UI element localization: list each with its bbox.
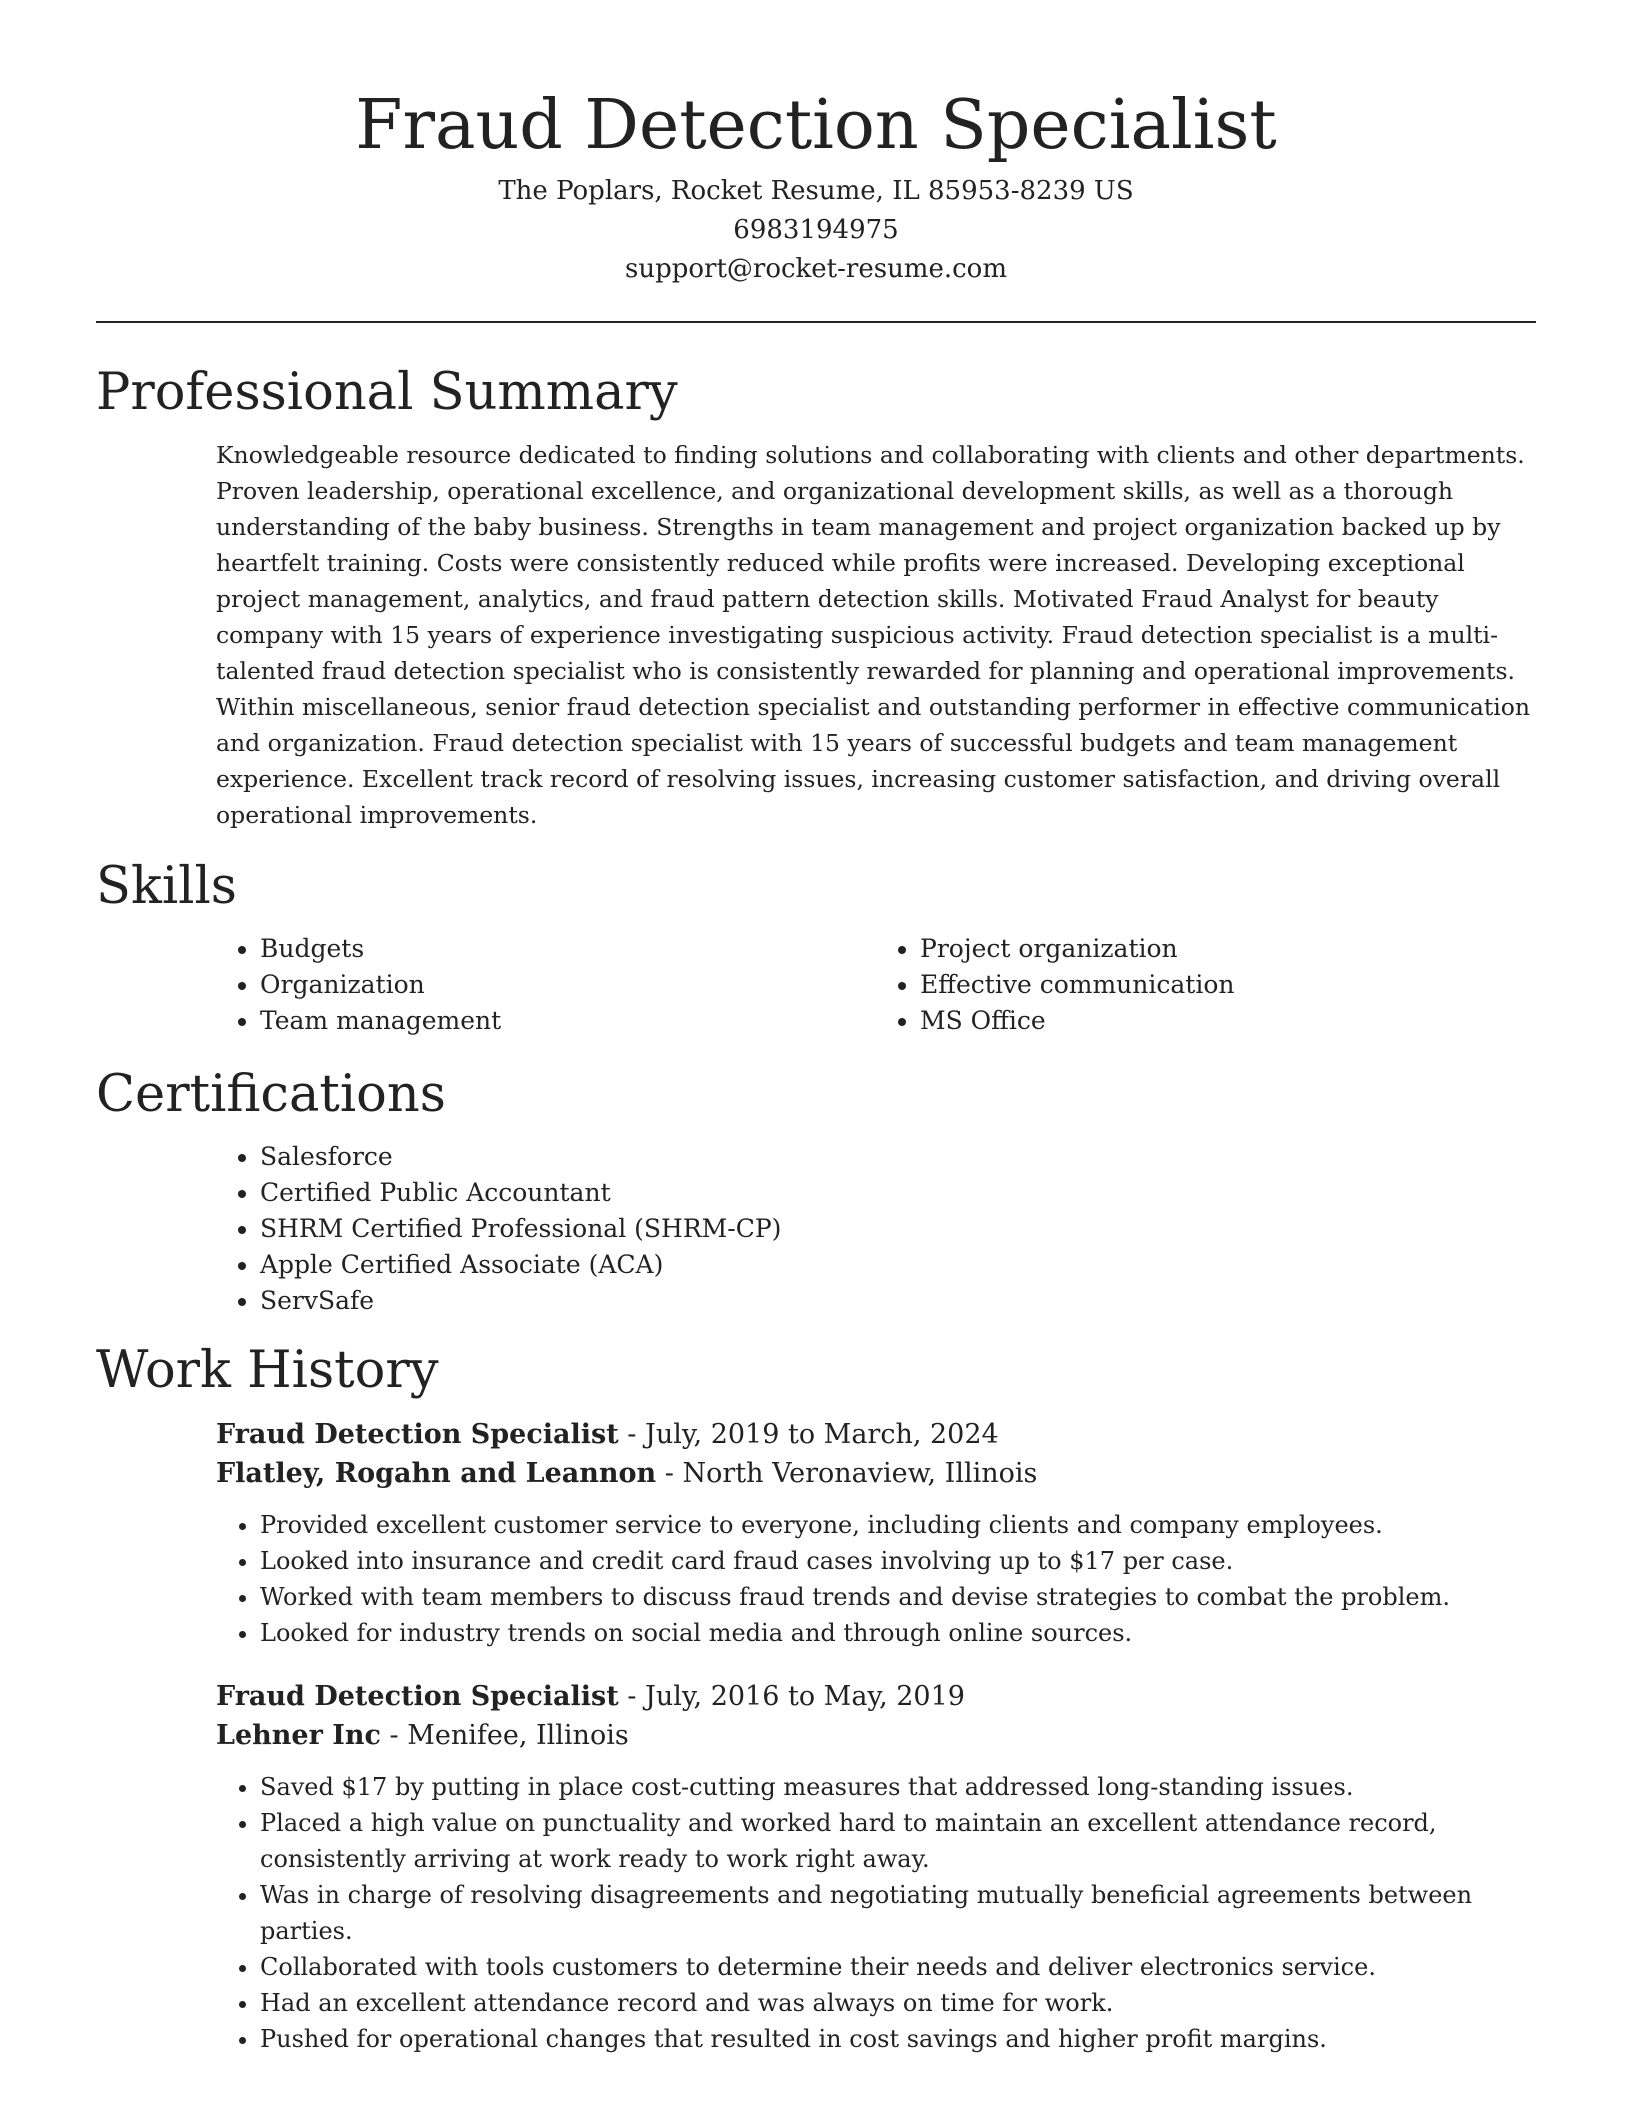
contact-address: The Poplars, Rocket Resume, IL 85953-8239 US (498, 176, 1134, 206)
job-bullet: • Looked for industry trends on social media and through online sources. (260, 1615, 1536, 1651)
certification-item: • SHRM Certified Professional (SHRM-CP) (260, 1211, 1536, 1247)
resume-header (96, 80, 1536, 289)
header-divider (96, 321, 1536, 323)
certification-item: • Apple Certified Associate (ACA) (260, 1247, 1536, 1283)
certification-item: • Salesforce (260, 1139, 1536, 1175)
skill-item: • MS Office (920, 1003, 1536, 1039)
summary-text: Knowledgeable resource dedicated to finding solutions and collaborating with clients and other departments. Proven leadership, operational excellence, and organizational development skills, as well as a thorough understanding of the baby business. Strengths in team management and project organization backed up by heartfelt training. Costs were consistently reduced while profits were increased. Developing exceptional project management, analytics, and fraud pattern detection skills. Motivated Fraud Analyst for beauty company with 15 years of experience investigating suspicious activity. Fraud detection specialist is a multi-talented fraud detection specialist who is consistently rewarded for planning and operational improvements. Within miscellaneous, senior fraud detection specialist and outstanding performer in effective communication and organization. Fraud detection specialist with 15 years of successful budgets and team management experience. Excellent track record of resolving issues, increasing customer satisfaction, and driving overall operational improvements. (216, 441, 1531, 829)
skills-section (96, 857, 1536, 1039)
job-bullet: • Saved $17 by putting in place cost-cutting measures that addressed long-standing issues. (260, 1769, 1536, 1805)
job-title-line (216, 1415, 1536, 1454)
job-bullet: • Looked into insurance and credit card fraud cases involving up to $17 per case. (260, 1543, 1536, 1579)
work-history-section (96, 1341, 1536, 2057)
certifications-list (216, 1139, 1536, 1319)
skill-item: • Project organization (920, 931, 1536, 967)
skill-item: • Effective communication (920, 967, 1536, 1003)
job-bullets (216, 1769, 1536, 2057)
certifications-heading: Certifications (96, 1065, 446, 1124)
job-entry (216, 1677, 1536, 2057)
job-location: - North Veronaview, Illinois (656, 1458, 1038, 1489)
certification-item: • ServSafe (260, 1283, 1536, 1319)
job-role: Fraud Detection Specialist (216, 1419, 619, 1450)
skills-heading: Skills (96, 857, 237, 916)
job-location: - Menifee, Illinois (380, 1720, 629, 1751)
skill-item: • Team management (260, 1003, 876, 1039)
job-company-line (216, 1716, 1536, 1755)
job-bullet: • Placed a high value on punctuality and worked hard to maintain an excellent attendance record, consistently arriving at work ready to work right away. (260, 1805, 1536, 1877)
skills-list-right (876, 931, 1536, 1039)
skills-list-left (216, 931, 876, 1039)
job-bullet: • Was in charge of resolving disagreements and negotiating mutually beneficial agreements between parties. (260, 1877, 1536, 1949)
summary-section (96, 363, 1536, 833)
job-bullet: • Provided excellent customer service to everyone, including clients and company employees. (260, 1507, 1536, 1543)
summary-heading: Professional Summary (96, 363, 678, 422)
job-title-line (216, 1677, 1536, 1716)
certification-item: • Certified Public Accountant (260, 1175, 1536, 1211)
job-bullet: • Worked with team members to discuss fraud trends and devise strategies to combat the problem. (260, 1579, 1536, 1615)
contact-phone: 6983194975 (733, 215, 899, 245)
skill-item: • Organization (260, 967, 876, 1003)
resume-name: Fraud Detection Specialist (355, 86, 1277, 165)
job-dates: - July, 2016 to May, 2019 (618, 1681, 965, 1712)
job-company-line (216, 1454, 1536, 1493)
job-entry (216, 1415, 1536, 1651)
job-bullet: • Pushed for operational changes that resulted in cost savings and higher profit margins. (260, 2021, 1536, 2057)
skill-item: • Budgets (260, 931, 876, 967)
job-bullet: • Collaborated with tools customers to determine their needs and deliver electronics service. (260, 1949, 1536, 1985)
job-role: Fraud Detection Specialist (216, 1681, 619, 1712)
job-dates: - July, 2019 to March, 2024 (618, 1419, 999, 1450)
contact-email: support@rocket-resume.com (624, 254, 1007, 284)
job-company: Lehner Inc (216, 1720, 381, 1751)
certifications-section (96, 1065, 1536, 1319)
job-company: Flatley, Rogahn and Leannon (216, 1458, 657, 1489)
work-history-heading: Work History (96, 1341, 439, 1400)
job-bullets (216, 1507, 1536, 1651)
job-bullet: • Had an excellent attendance record and was always on time for work. (260, 1985, 1536, 2021)
